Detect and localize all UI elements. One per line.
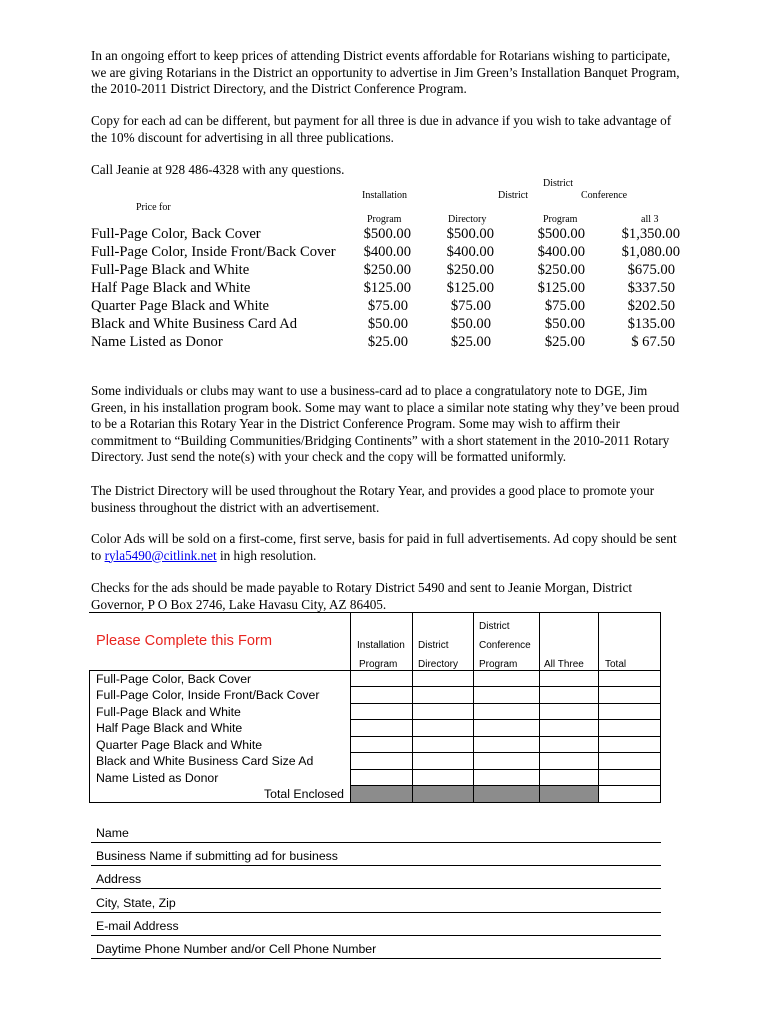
price-row-label: Half Page Black and White (91, 280, 251, 296)
form-header-install-1: Installation (357, 640, 405, 651)
price-all3: $1,080.00 (621, 244, 680, 260)
table-border (89, 612, 661, 613)
field-label: Business Name if submitting ad for business (96, 849, 338, 863)
col2-header-bottom: Directory (448, 214, 487, 225)
form-row-label: Black and White Business Card Size Ad (96, 754, 314, 768)
price-for-header: Price for (136, 202, 171, 213)
shaded-cell (413, 786, 473, 802)
col4-header-bottom: all 3 (641, 214, 659, 225)
price-row-label: Full-Page Black and White (91, 262, 250, 278)
field-label: Name (96, 826, 129, 840)
price-install: $125.00 (363, 280, 411, 296)
intro-paragraph-3: Call Jeanie at 928 486-4328 with any questions. (91, 162, 345, 177)
col-divider (598, 612, 599, 803)
form-header-conf-1: District (479, 621, 510, 632)
form-row-label: Full-Page Color, Inside Front/Back Cover (96, 688, 320, 702)
col-divider (473, 612, 474, 803)
field-label: E-mail Address (96, 919, 179, 933)
price-conference: $50.00 (544, 316, 585, 332)
form-header-dir-1: District (418, 640, 449, 651)
price-directory: $75.00 (450, 298, 491, 314)
color-ads-text-end: in high resolution. (216, 547, 317, 563)
price-directory: $250.00 (446, 262, 494, 278)
col-divider (539, 612, 540, 803)
price-row-label: Black and White Business Card Ad (91, 316, 298, 332)
col2-header-top: District (498, 190, 528, 201)
price-conference: $400.00 (537, 244, 585, 260)
color-ads-text: Color Ads will be sold on a first-come, first serve, basis for paid in full advertisements. Ad copy should be sent to (91, 531, 677, 563)
price-all3: $337.50 (627, 280, 675, 296)
col3-header-top1: District (543, 178, 573, 189)
price-all3: $675.00 (627, 262, 675, 278)
form-header-conf-2: Conference (479, 640, 531, 651)
table-border (660, 612, 661, 803)
price-conference: $25.00 (544, 334, 585, 350)
price-all3: $ 67.50 (631, 334, 675, 350)
row-divider (350, 686, 661, 687)
email-link[interactable]: ryla5490@citlink.net (104, 547, 217, 563)
price-install: $400.00 (363, 244, 411, 260)
price-directory: $125.00 (446, 280, 494, 296)
price-directory: $400.00 (446, 244, 494, 260)
row-divider (89, 670, 661, 671)
shaded-cell (540, 786, 598, 802)
price-directory: $500.00 (446, 226, 494, 242)
form-title: Please Complete this Form (96, 633, 273, 649)
business-name-field[interactable] (91, 847, 661, 866)
row-divider (350, 752, 661, 753)
form-row-label: Half Page Black and White (96, 721, 243, 735)
col-divider (412, 612, 413, 803)
price-install: $25.00 (367, 334, 408, 350)
email-field[interactable] (91, 917, 661, 936)
price-conference: $250.00 (537, 262, 585, 278)
row-divider (350, 736, 661, 737)
price-install: $50.00 (367, 316, 408, 332)
price-row-label: Full-Page Color, Back Cover (91, 226, 261, 242)
intro-paragraph-1: In an ongoing effort to keep prices of attending District events affordable for Rotarians wishing to participate, we are giving Rotarians in the District an opportunity to advertise in Jim Green’s Installation Banquet Program, the 2010-2011 District Directory, and the District Conference Program. (91, 48, 680, 96)
table-border (89, 802, 661, 803)
form-header-conf-3: Program (479, 659, 518, 670)
body-paragraph-notes: Some individuals or clubs may want to use a business-card ad to place a congratulatory note to DGE, Jim Green, in his installation program book. Some may want to place a similar note stating why they’ve been proud to be a Rotarian this Rotary Year in the District Conference Program. Some may wish to affirm their commitment to “Building Communities/Bridging Continents” with a short statement in the 2010-2011 Rotary Directory. Just send the note(s) with your check and the copy will be formatted uniformly. (91, 383, 680, 464)
form-row-label: Full-Page Black and White (96, 705, 241, 719)
field-label: Daytime Phone Number and/or Cell Phone Number (96, 942, 377, 956)
form-row-label: Name Listed as Donor (96, 771, 219, 785)
price-install: $500.00 (363, 226, 411, 242)
form-header-total: Total (605, 659, 627, 670)
name-field[interactable] (91, 824, 661, 843)
field-label: Address (96, 872, 142, 886)
price-row-label: Full-Page Color, Inside Front/Back Cover (91, 244, 336, 260)
col1-header-bottom: Program (367, 214, 402, 225)
price-row-label: Quarter Page Black and White (91, 298, 270, 314)
field-label: City, State, Zip (96, 896, 176, 910)
price-all3: $202.50 (627, 298, 675, 314)
form-header-all3: All Three (544, 659, 584, 670)
price-all3: $1,350.00 (621, 226, 680, 242)
price-conference: $500.00 (537, 226, 585, 242)
row-divider (350, 703, 661, 704)
form-header-install-2: Program (359, 659, 398, 670)
col1-header-top: Installation (362, 190, 407, 201)
row-divider (350, 719, 661, 720)
price-row-label: Name Listed as Donor (91, 334, 223, 350)
row-divider (350, 769, 661, 770)
price-directory: $25.00 (450, 334, 491, 350)
city-state-zip-field[interactable] (91, 894, 661, 913)
price-directory: $50.00 (450, 316, 491, 332)
body-paragraph-checks: Checks for the ads should be made payable to Rotary District 5490 and sent to Jeanie Morgan, District Governor, P O Box 2746, Lake Havasu City, AZ 86405. (91, 580, 633, 612)
price-install: $75.00 (367, 298, 408, 314)
order-form-table (89, 612, 661, 803)
col3-header-top2: Conference (581, 190, 628, 201)
col-divider (350, 612, 351, 803)
form-row-label: Full-Page Color, Back Cover (96, 672, 252, 686)
body-paragraph-color-ads (91, 531, 681, 564)
intro-paragraph-2: Copy for each ad can be different, but payment for all three is due in advance if you wish to take advantage of the 10% discount for advertising in all three publications. (91, 113, 672, 145)
col3-header-bottom: Program (543, 214, 578, 225)
form-header-dir-2: Directory (418, 659, 459, 670)
total-enclosed-label: Total Enclosed (264, 787, 344, 801)
body-paragraph-directory: The District Directory will be used throughout the Rotary Year, and provides a good place to promote your business throughout the district with an advertisement. (91, 483, 655, 515)
form-row-label: Quarter Page Black and White (96, 738, 263, 752)
shaded-cell (351, 786, 412, 802)
price-install: $250.00 (363, 262, 411, 278)
price-conference: $75.00 (544, 298, 585, 314)
price-all3: $135.00 (627, 316, 675, 332)
address-field[interactable] (91, 870, 661, 889)
phone-field[interactable] (91, 940, 661, 959)
table-border (89, 670, 90, 803)
shaded-cell (474, 786, 539, 802)
price-conference: $125.00 (537, 280, 585, 296)
